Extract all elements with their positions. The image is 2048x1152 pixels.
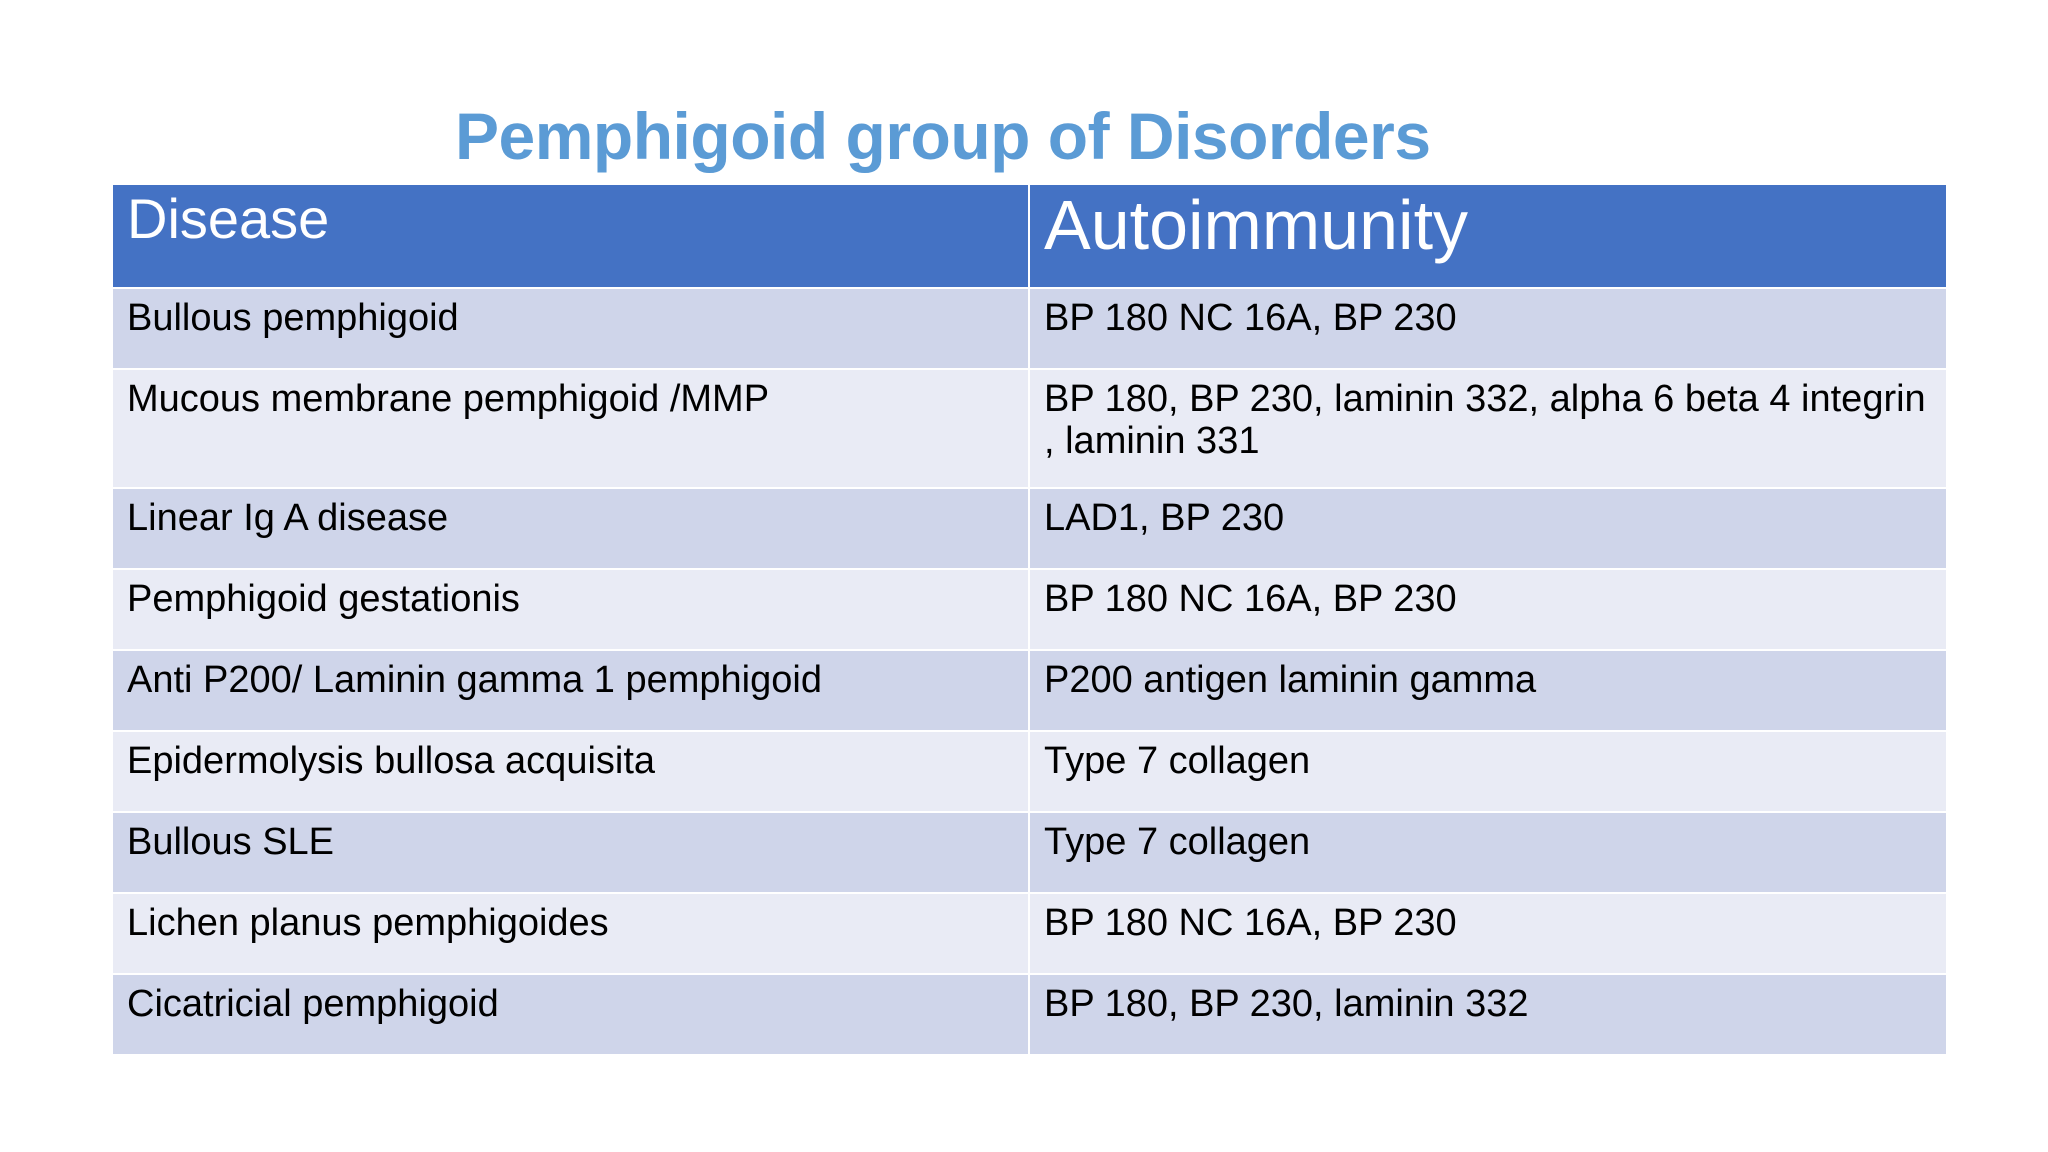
autoimmunity-cell: Type 7 collagen [1029,812,1947,893]
table-row [112,812,1947,893]
disorders-table [111,183,1948,1056]
disease-cell: Lichen planus pemphigoides [112,893,1029,974]
disease-cell: Bullous SLE [112,812,1029,893]
table-row [112,731,1947,812]
disease-cell: Cicatricial pemphigoid [112,974,1029,1055]
slide-title: Pemphigoid group of Disorders [455,99,1431,173]
disease-cell: Pemphigoid gestationis [112,569,1029,650]
autoimmunity-cell: BP 180 NC 16A, BP 230 [1029,569,1947,650]
table-row [112,974,1947,1055]
table-header-row [112,184,1947,288]
table-row [112,569,1947,650]
autoimmunity-cell: BP 180 NC 16A, BP 230 [1029,288,1947,369]
table-row [112,488,1947,569]
disease-cell: Linear Ig A disease [112,488,1029,569]
column-header-autoimmunity: Autoimmunity [1029,184,1947,288]
column-header-disease: Disease [112,184,1029,288]
autoimmunity-cell: LAD1, BP 230 [1029,488,1947,569]
table-row [112,893,1947,974]
table-row [112,369,1947,488]
disease-cell: Mucous membrane pemphigoid /MMP [112,369,1029,488]
disease-cell: Epidermolysis bullosa acquisita [112,731,1029,812]
autoimmunity-cell: P200 antigen laminin gamma [1029,650,1947,731]
autoimmunity-cell: BP 180, BP 230, laminin 332, alpha 6 beta 4 integrin , laminin 331 [1029,369,1947,488]
table-row [112,288,1947,369]
disorders-table-container [111,183,1946,1056]
disease-cell: Bullous pemphigoid [112,288,1029,369]
autoimmunity-cell: Type 7 collagen [1029,731,1947,812]
disease-cell: Anti P200/ Laminin gamma 1 pemphigoid [112,650,1029,731]
autoimmunity-cell: BP 180, BP 230, laminin 332 [1029,974,1947,1055]
autoimmunity-cell: BP 180 NC 16A, BP 230 [1029,893,1947,974]
table-row [112,650,1947,731]
